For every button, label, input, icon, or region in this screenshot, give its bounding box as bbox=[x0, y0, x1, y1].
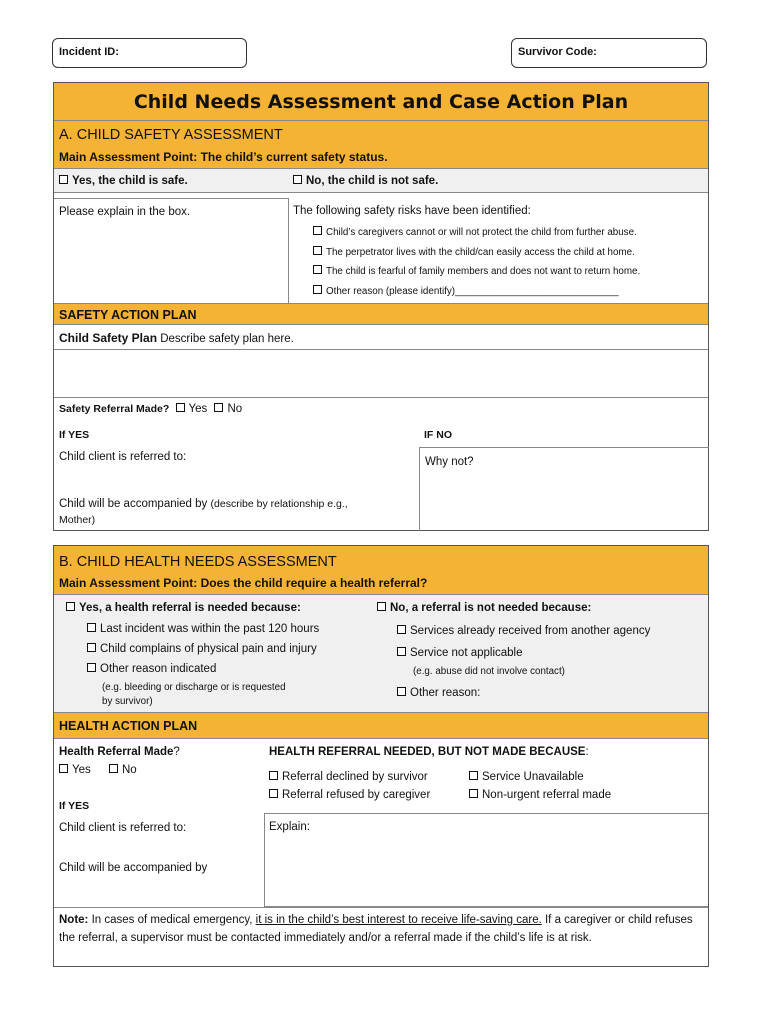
not-made-reason[interactable]: Non-urgent referral made bbox=[469, 789, 611, 801]
health-reason-item[interactable]: Child complains of physical pain and injury bbox=[87, 643, 317, 655]
health-plan-heading: HEALTH ACTION PLAN bbox=[59, 719, 198, 733]
not-made-reason[interactable]: Referral refused by caregiver bbox=[269, 789, 430, 801]
section-a-heading: A. CHILD SAFETY ASSESSMENT bbox=[59, 127, 283, 143]
survivor-code-field[interactable] bbox=[511, 38, 707, 68]
not-made-reason[interactable]: Service Unavailable bbox=[469, 771, 584, 783]
health-referral-no[interactable]: No bbox=[109, 764, 137, 776]
safety-plan-input[interactable] bbox=[54, 350, 708, 398]
checkbox-icon bbox=[269, 789, 278, 798]
safety-plan-row bbox=[54, 325, 708, 350]
not-made-label: HEALTH REFERRAL NEEDED, BUT NOT MADE BECAUSE: bbox=[269, 746, 589, 758]
checkbox-icon bbox=[469, 771, 478, 780]
safety-referral-yes[interactable]: Yes bbox=[176, 403, 208, 415]
risk-item[interactable]: The child is fearful of family members and does not want to return home. bbox=[313, 265, 640, 277]
safety-plan-header bbox=[54, 303, 708, 325]
checkbox-icon bbox=[397, 687, 406, 696]
health-referral-needed-option[interactable]: Yes, a health referral is needed because: bbox=[66, 602, 301, 614]
safety-referral-row: Safety Referral Made? Yes No bbox=[59, 403, 243, 415]
checkbox-icon bbox=[469, 789, 478, 798]
checkbox-icon bbox=[214, 403, 223, 412]
incident-id-label: Incident ID: bbox=[59, 46, 119, 58]
why-not-label: Why not? bbox=[425, 456, 474, 468]
not-needed-item[interactable]: Services already received from another agency bbox=[397, 625, 650, 637]
section-a-header bbox=[54, 121, 708, 169]
checkbox-icon bbox=[87, 663, 96, 672]
explain-label: Please explain in the box. bbox=[59, 206, 191, 218]
health-referral-not-needed-option[interactable]: No, a referral is not needed because: bbox=[377, 602, 591, 614]
checkbox-icon bbox=[59, 764, 68, 773]
not-needed-item[interactable]: Other reason: bbox=[397, 687, 480, 699]
checkbox-icon bbox=[176, 403, 185, 412]
health-if-yes-label: If YES bbox=[59, 800, 90, 812]
checkbox-icon bbox=[87, 623, 96, 632]
page-title: Child Needs Assessment and Case Action Plan bbox=[133, 91, 629, 113]
checkbox-icon bbox=[66, 602, 75, 611]
checkbox-icon bbox=[377, 602, 386, 611]
section-a-subheading: Main Assessment Point: The child’s current safety status. bbox=[59, 150, 388, 164]
risk-item[interactable]: Other reason (please identify)______________________________ bbox=[313, 285, 619, 297]
health-reason-note: (e.g. bleeding or discharge or is requested by survivor) bbox=[102, 682, 286, 707]
section-b-subheading: Main Assessment Point: Does the child require a health referral? bbox=[59, 576, 428, 590]
health-accompanied-label: Child will be accompanied by bbox=[59, 862, 208, 874]
title-bar bbox=[54, 83, 708, 121]
referred-to-label: Child client is referred to: bbox=[59, 451, 187, 463]
section-a-panel bbox=[53, 82, 709, 531]
checkbox-icon bbox=[397, 625, 406, 634]
risk-item[interactable]: Child’s caregivers cannot or will not protect the child from further abuse. bbox=[313, 226, 637, 238]
incident-id-field[interactable] bbox=[52, 38, 247, 68]
section-b-panel bbox=[53, 545, 709, 967]
safety-plan-label: Child Safety Plan Describe safety plan here. bbox=[59, 331, 294, 345]
not-needed-item[interactable]: Service not applicable bbox=[397, 647, 523, 659]
health-referral-label: Health Referral Made? bbox=[59, 746, 180, 758]
health-referred-to-label: Child client is referred to: bbox=[59, 822, 187, 834]
checkbox-icon bbox=[313, 226, 322, 235]
health-explain-box[interactable] bbox=[264, 813, 708, 907]
section-b-heading: B. CHILD HEALTH NEEDS ASSESSMENT bbox=[59, 554, 337, 570]
risks-intro: The following safety risks have been identified: bbox=[293, 205, 531, 217]
accompanied-label: Child will be accompanied by (describe by relationship e.g., Mother) bbox=[59, 498, 348, 526]
explain-box[interactable] bbox=[54, 198, 289, 303]
health-reason-item[interactable]: Other reason indicated bbox=[87, 663, 216, 675]
checkbox-icon bbox=[313, 285, 322, 294]
child-safe-option[interactable]: Yes, the child is safe. bbox=[59, 175, 188, 187]
not-made-reason[interactable]: Referral declined by survivor bbox=[269, 771, 428, 783]
safety-choice-row bbox=[54, 169, 708, 193]
checkbox-icon bbox=[313, 246, 322, 255]
health-reason-item[interactable]: Last incident was within the past 120 hours bbox=[87, 623, 319, 635]
risk-item[interactable]: The perpetrator lives with the child/can easily access the child at home. bbox=[313, 246, 635, 258]
health-referral-yes[interactable]: Yes bbox=[59, 764, 91, 776]
checkbox-icon bbox=[59, 175, 68, 184]
checkbox-icon bbox=[109, 764, 118, 773]
survivor-code-label: Survivor Code: bbox=[518, 46, 597, 58]
if-yes-label: If YES bbox=[59, 429, 90, 441]
if-no-label: IF NO bbox=[424, 429, 452, 441]
safety-referral-no[interactable]: No bbox=[214, 403, 242, 415]
why-not-box[interactable] bbox=[419, 447, 709, 531]
health-plan-header bbox=[54, 713, 708, 739]
safety-plan-heading: SAFETY ACTION PLAN bbox=[59, 308, 197, 322]
checkbox-icon bbox=[397, 647, 406, 656]
medical-emergency-note: Note: In cases of medical emergency, it is in the child’s best interest to receive life-saving care. If a caregiver or child refuses the referral, a supervisor must be contacted immediately and/or a referral made if the child’s life is at risk. bbox=[59, 914, 693, 944]
checkbox-icon bbox=[293, 175, 302, 184]
checkbox-icon bbox=[269, 771, 278, 780]
child-not-safe-option[interactable]: No, the child is not safe. bbox=[293, 175, 438, 187]
checkbox-icon bbox=[87, 643, 96, 652]
health-assessment-area bbox=[54, 595, 708, 713]
checkbox-icon bbox=[313, 265, 322, 274]
not-needed-note: (e.g. abuse did not involve contact) bbox=[413, 666, 565, 677]
section-b-header bbox=[54, 546, 708, 595]
explain-label: Explain: bbox=[269, 821, 310, 833]
